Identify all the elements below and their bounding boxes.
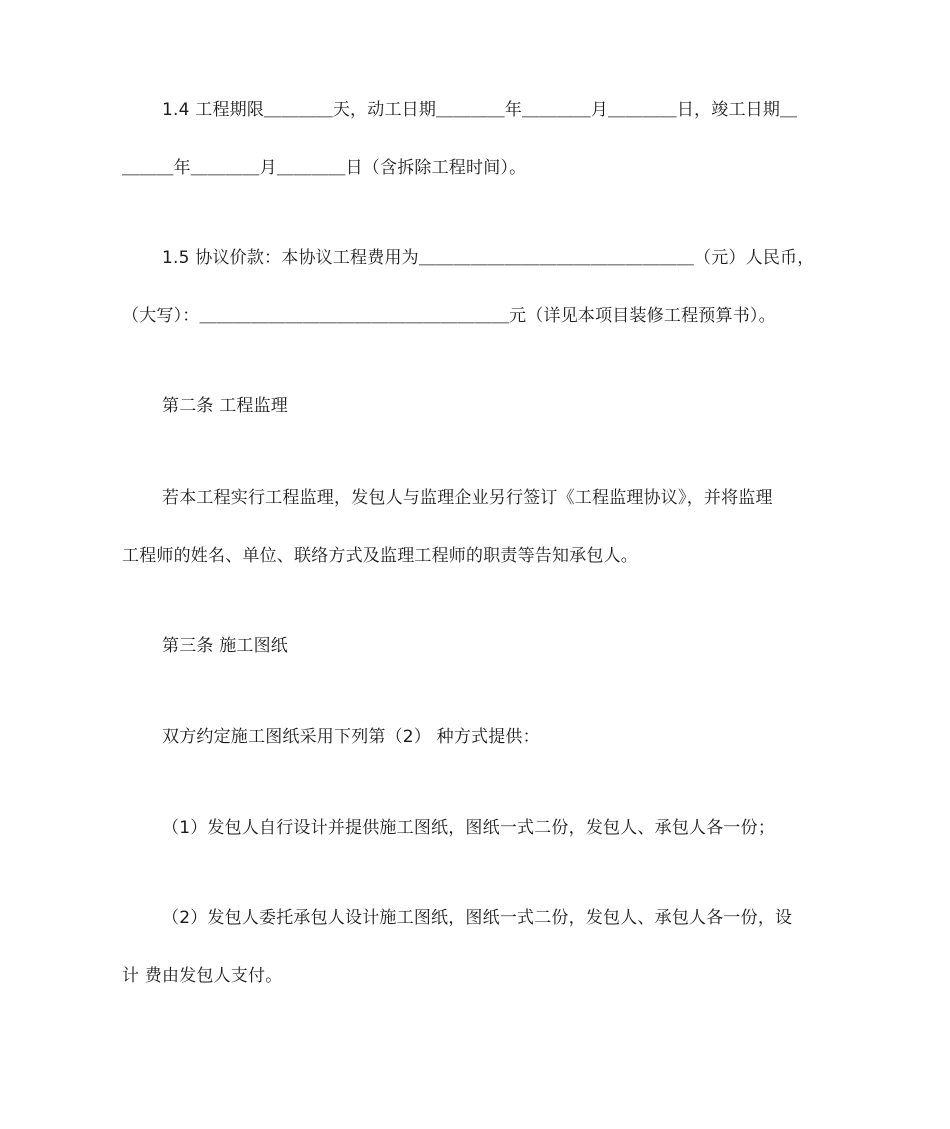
article-3-option-1: （1）发包人自行设计并提供施工图纸，图纸一式二份，发包人、承包人各一份； <box>162 818 776 838</box>
article-2-paragraph-line-1: 若本工程实行工程监理，发包人与监理企业另行签订《工程监理协议》，并将监理 <box>162 488 773 508</box>
clause-1-4-line-2: ＿＿＿年＿＿＿＿月＿＿＿＿日（含拆除工程时间）。 <box>122 158 527 178</box>
article-3-option-2-line-1: （2）发包人委托承包人设计施工图纸，图纸一式二份，发包人、承包人各一份，设 <box>162 908 793 928</box>
article-2-heading: 第二条 工程监理 <box>162 396 289 416</box>
article-3-option-2-line-2: 计 费由发包人支付。 <box>122 966 283 986</box>
clause-1-5-line-2: （大写）：＿＿＿＿＿＿＿＿＿＿＿＿＿＿＿＿＿＿元（详见本项目装修工程预算书）。 <box>122 306 776 326</box>
clause-1-5-line-1: 1.5 协议价款：本协议工程费用为＿＿＿＿＿＿＿＿＿＿＿＿＿＿＿＿（元）人民币， <box>162 248 815 268</box>
article-3-heading: 第三条 施工图纸 <box>162 636 289 656</box>
article-3-intro: 双方约定施工图纸采用下列第（2） 种方式提供： <box>162 727 540 747</box>
clause-1-4-line-1: 1.4 工程期限＿＿＿＿天，动工日期＿＿＿＿年＿＿＿＿月＿＿＿＿日，竣工日期＿ <box>162 100 798 120</box>
article-2-paragraph-line-2: 工程师的姓名、单位、联络方式及监理工程师的职责等告知承包人。 <box>122 546 638 566</box>
